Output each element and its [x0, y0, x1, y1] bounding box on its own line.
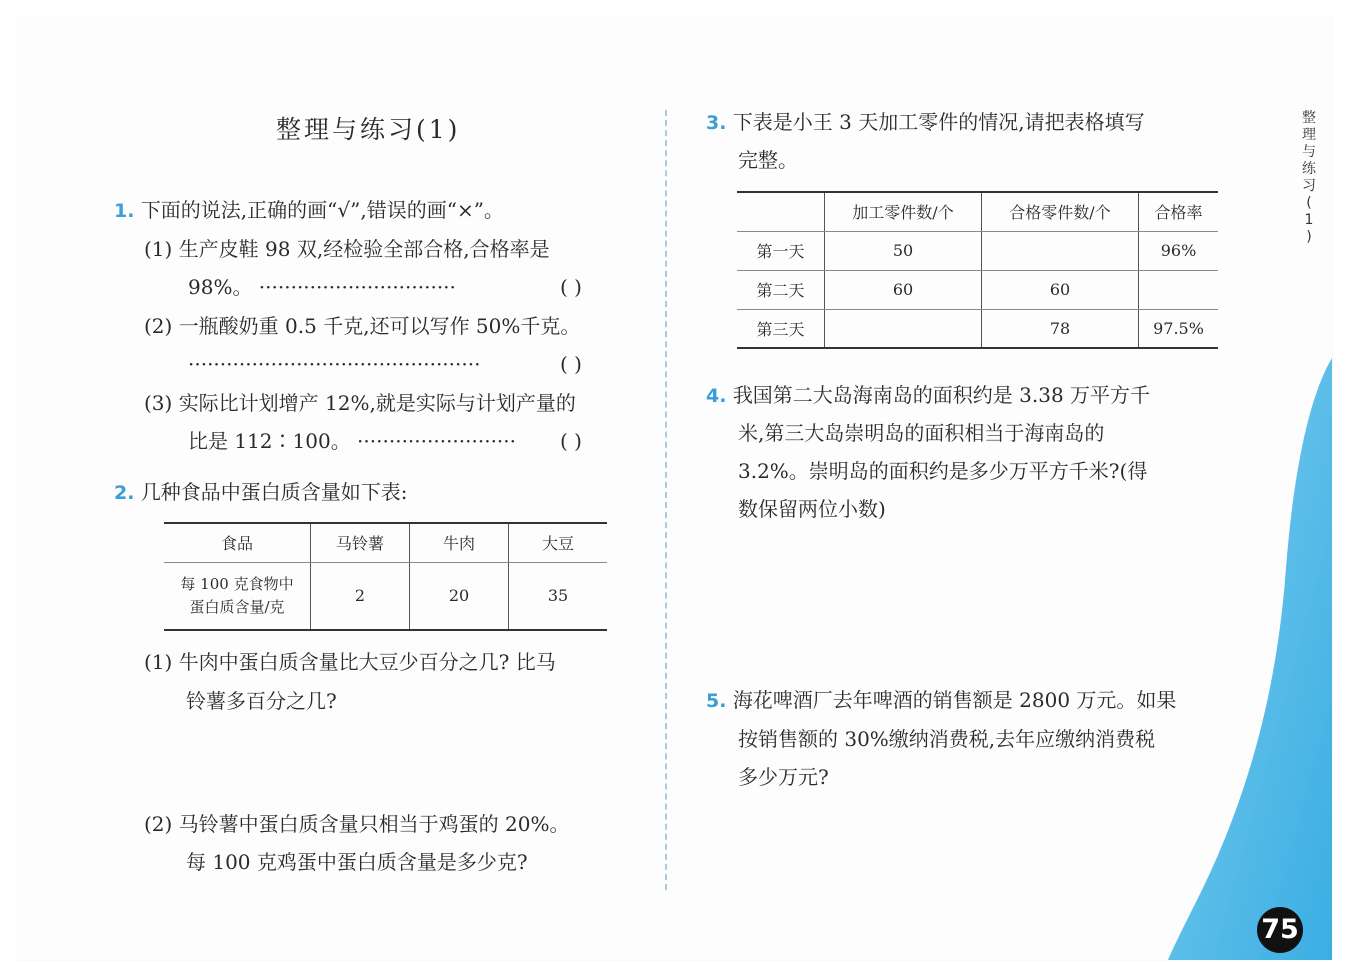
table-row: [737, 309, 1218, 348]
answer-blank[interactable]: ( ): [560, 352, 582, 376]
question-text-cont: 多少万元?: [738, 765, 829, 789]
table-header-cell: 食品: [164, 523, 311, 562]
row-label-line: 蛋白质含量/克: [189, 597, 285, 616]
q2-sub1-line1: (1) 牛肉中蛋白质含量比大豆少百分之几? 比马: [144, 650, 556, 674]
q1-item2-line1: (2) 一瓶酸奶重 0.5 千克,还可以写作 50%千克。: [144, 314, 581, 338]
table-header-row: [737, 192, 1218, 231]
question-text-cont: 数保留两位小数): [738, 497, 886, 521]
decorative-wave: [1158, 358, 1332, 960]
table-row-label: 第二天: [737, 270, 825, 309]
parts-table: [737, 191, 1218, 349]
table-cell: 97.5%: [1139, 309, 1219, 348]
side-char: 整: [1302, 110, 1316, 126]
question-text-cont: 按销售额的 30%缴纳消费税,去年应缴纳消费税: [738, 727, 1156, 751]
q2-sub1-line2: 铃薯多百分之几?: [186, 689, 337, 713]
question-number: 1.: [114, 200, 135, 222]
answer-blank[interactable]: ( ): [560, 429, 582, 453]
question-text-cont: 完整。: [738, 148, 798, 172]
side-char: ): [1306, 229, 1312, 245]
q1-item1-line2: 98%。 ·······························: [188, 275, 456, 299]
q2-sub2-line2: 每 100 克鸡蛋中蛋白质含量是多少克?: [186, 850, 528, 874]
table-row: [737, 231, 1218, 270]
table-row: [737, 270, 1218, 309]
table-row: [164, 562, 607, 630]
side-char: 与: [1302, 144, 1316, 160]
page-title: 整理与练习(1): [276, 115, 461, 144]
table-header-row: [164, 523, 607, 562]
table-cell: 60: [825, 270, 982, 309]
table-header-cell: [737, 192, 825, 231]
table-cell-blank[interactable]: [982, 231, 1139, 270]
table-header-cell: 加工零件数/个: [825, 192, 982, 231]
side-char: 理: [1302, 127, 1316, 143]
question-3: [706, 112, 1145, 133]
question-5: [706, 690, 1176, 711]
table-cell: 2: [311, 562, 410, 630]
question-number: 3.: [706, 112, 727, 134]
table-cell: 50: [825, 231, 982, 270]
table-header-cell: 牛肉: [410, 523, 509, 562]
question-number: 2.: [114, 482, 135, 504]
side-char: 习: [1302, 178, 1316, 194]
answer-blank[interactable]: ( ): [560, 275, 582, 299]
table-header-cell: 马铃薯: [311, 523, 410, 562]
table-cell: 96%: [1139, 231, 1219, 270]
q1-item2-line2: ··············································: [188, 352, 481, 376]
question-text: 几种食品中蛋白质含量如下表:: [140, 480, 408, 504]
question-2: [114, 482, 408, 503]
question-text: 下面的说法,正确的画“√”,错误的画“×”。: [140, 198, 504, 222]
question-1: [114, 200, 504, 221]
side-char: 1: [1304, 212, 1314, 228]
table-row-label: 第一天: [737, 231, 825, 270]
question-number: 4.: [706, 385, 727, 407]
workbook-page: [18, 18, 1332, 960]
table-row-label: [164, 562, 311, 630]
q1-item3-line2: 比是 112∶100。 ·························: [188, 429, 516, 453]
row-label-line: 每 100 克食物中: [180, 574, 294, 593]
table-cell-blank[interactable]: [825, 309, 982, 348]
page-number-badge: 75: [1257, 907, 1303, 953]
table-header-cell: 合格零件数/个: [982, 192, 1139, 231]
table-header-cell: 合格率: [1139, 192, 1219, 231]
question-text: 下表是小王 3 天加工零件的情况,请把表格填写: [732, 110, 1145, 134]
question-text: 我国第二大岛海南岛的面积约是 3.38 万平方千: [732, 383, 1151, 407]
q1-item1-line1: (1) 生产皮鞋 98 双,经检验全部合格,合格率是: [144, 237, 550, 261]
question-text: 海花啤酒厂去年啤酒的销售额是 2800 万元。如果: [732, 688, 1177, 712]
q2-sub2-line1: (2) 马铃薯中蛋白质含量只相当于鸡蛋的 20%。: [144, 812, 570, 836]
table-cell-blank[interactable]: [1139, 270, 1219, 309]
table-cell: 78: [982, 309, 1139, 348]
side-char: 练: [1302, 161, 1316, 177]
side-section-title: [1299, 110, 1319, 246]
question-text-cont: 米,第三大岛崇明岛的面积相当于海南岛的: [738, 421, 1105, 445]
table-cell: 35: [509, 562, 608, 630]
protein-table: [164, 522, 607, 631]
question-text-cont: 3.2%。崇明岛的面积约是多少万平方千米?(得: [738, 459, 1148, 483]
side-char: (: [1306, 195, 1312, 211]
table-row-label: 第三天: [737, 309, 825, 348]
table-cell: 20: [410, 562, 509, 630]
question-4: [706, 385, 1150, 406]
table-header-cell: 大豆: [509, 523, 608, 562]
question-number: 5.: [706, 690, 727, 712]
table-cell: 60: [982, 270, 1139, 309]
column-divider: [665, 110, 667, 890]
q1-item3-line1: (3) 实际比计划增产 12%,就是实际与计划产量的: [144, 391, 576, 415]
